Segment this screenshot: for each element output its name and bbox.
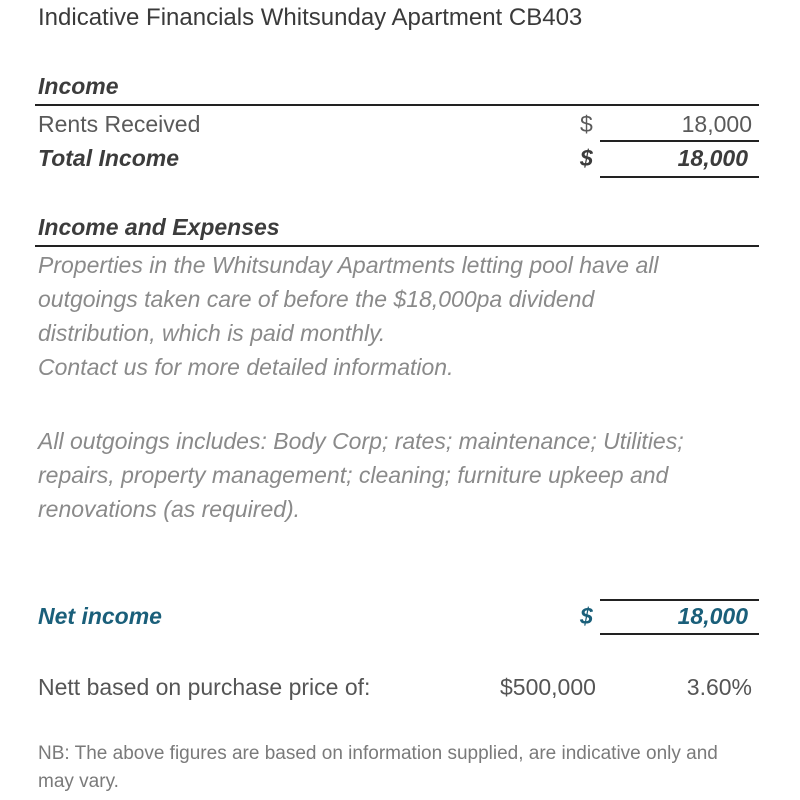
paragraph-line: Contact us for more detailed information.	[38, 354, 454, 380]
income-divider	[35, 104, 759, 106]
nett-label: Nett based on purchase price of:	[38, 674, 371, 700]
rents-received-currency: $	[580, 111, 593, 137]
net-income-top-rule	[600, 599, 759, 601]
outgoings-paragraph	[38, 424, 758, 526]
income-expenses-heading: Income and Expenses	[38, 214, 280, 240]
paragraph-line: Properties in the Whitsunday Apartments letting pool have all	[38, 252, 659, 278]
paragraph-line: All outgoings includes: Body Corp; rates; maintenance; Utilities;	[38, 428, 684, 454]
paragraph-line: repairs, property management; cleaning; furniture upkeep and	[38, 462, 669, 488]
rents-received-amount: 18,000	[681, 111, 752, 137]
total-income-rule	[600, 176, 759, 178]
total-income-label: Total Income	[38, 145, 179, 171]
paragraph-line: renovations (as required).	[38, 496, 301, 522]
paragraph-line: outgoings taken care of before the $18,000pa dividend	[38, 286, 595, 312]
letting-pool-paragraph	[38, 248, 758, 384]
rents-amount-rule	[600, 140, 759, 142]
total-income-currency: $	[580, 145, 593, 171]
total-income-amount: 18,000	[677, 145, 748, 171]
income-heading: Income	[38, 73, 119, 99]
disclaimer-note: NB: The above figures are based on information supplied, are indicative only and may vary.	[38, 743, 718, 792]
net-income-amount: 18,000	[677, 603, 748, 629]
paragraph-line: distribution, which is paid monthly.	[38, 320, 386, 346]
net-income-label: Net income	[38, 603, 162, 629]
page-title: Indicative Financials Whitsunday Apartment CB403	[38, 4, 583, 31]
net-income-currency: $	[580, 603, 593, 629]
net-income-bottom-rule	[600, 633, 759, 635]
nett-percent: 3.60%	[686, 674, 752, 700]
rents-received-label: Rents Received	[38, 111, 201, 137]
purchase-price: $500,000	[500, 674, 596, 700]
income-expenses-divider	[35, 245, 759, 247]
